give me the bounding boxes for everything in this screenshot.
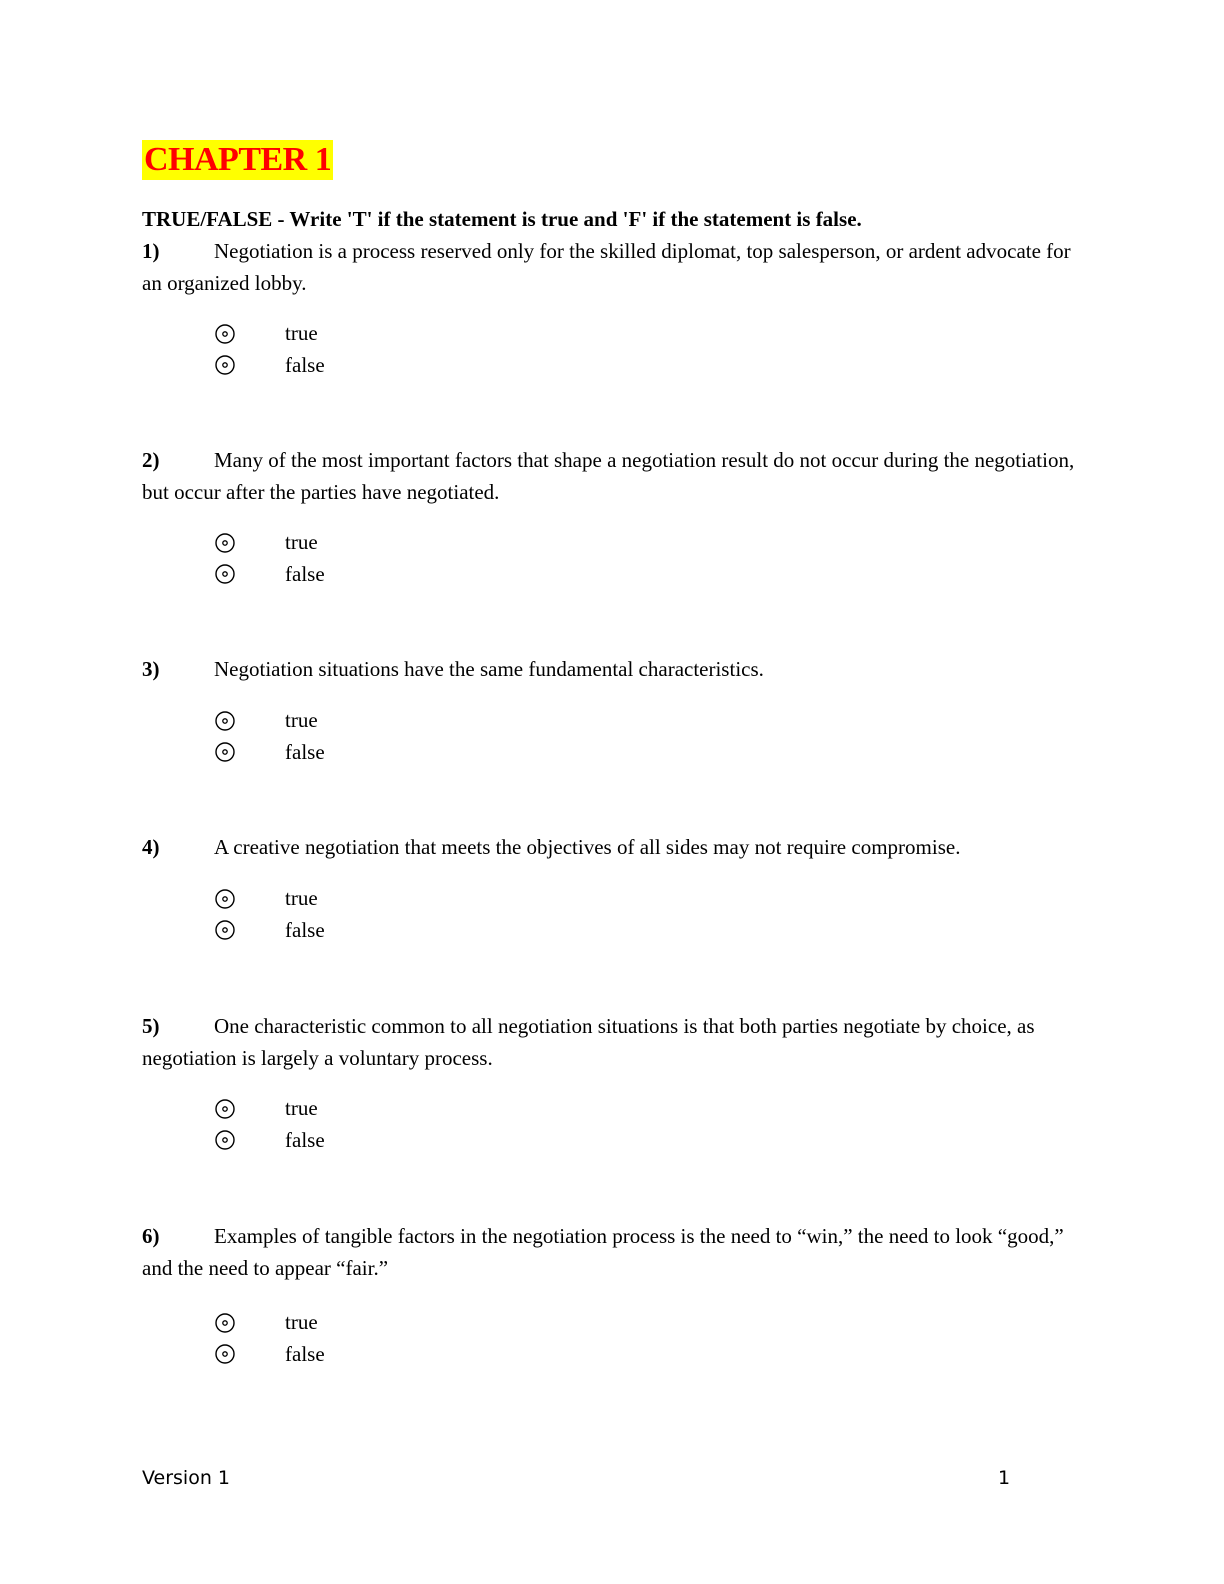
option-true[interactable]: [214, 527, 325, 559]
question-number: 2): [142, 448, 160, 472]
options-1: [214, 318, 325, 381]
option-false[interactable]: [214, 1339, 325, 1371]
option-true[interactable]: [214, 705, 325, 737]
option-true[interactable]: [214, 1307, 325, 1339]
option-false[interactable]: [214, 559, 325, 591]
radio-icon[interactable]: [214, 888, 236, 910]
page-number: 1: [998, 1467, 1011, 1489]
instructions: TRUE/FALSE - Write 'T' if the statement is true and 'F' if the statement is false.: [142, 207, 862, 231]
radio-icon[interactable]: [214, 532, 236, 554]
options-4: [214, 883, 325, 946]
option-label: true: [285, 530, 318, 555]
option-true[interactable]: [214, 883, 325, 915]
option-true[interactable]: [214, 1093, 325, 1125]
radio-icon[interactable]: [214, 710, 236, 732]
option-label: false: [285, 561, 325, 586]
option-label: false: [285, 352, 325, 377]
question-number: 3): [142, 657, 160, 681]
radio-icon[interactable]: [214, 563, 236, 585]
chapter-title: CHAPTER 1: [144, 141, 332, 178]
radio-icon[interactable]: [214, 1129, 236, 1151]
options-5: [214, 1093, 325, 1156]
question-number: 4): [142, 835, 160, 859]
question-text: One characteristic common to all negotiation situations is that both parties negotiate by choice, as negotiation is largely a voluntary process.: [142, 1014, 1035, 1070]
radio-icon[interactable]: [214, 354, 236, 376]
option-label: false: [285, 739, 325, 764]
radio-icon[interactable]: [214, 919, 236, 941]
question-4: [142, 831, 1077, 863]
options-6: [214, 1307, 325, 1370]
question-5: [142, 1010, 1077, 1074]
option-label: true: [285, 321, 318, 346]
question-3: [142, 653, 1077, 685]
option-label: false: [285, 917, 325, 942]
option-false[interactable]: [214, 915, 325, 947]
option-false[interactable]: [214, 1125, 325, 1157]
footer-version: Version 1: [142, 1467, 230, 1489]
option-false[interactable]: [214, 350, 325, 382]
option-label: true: [285, 1096, 318, 1121]
options-2: [214, 527, 325, 590]
question-1: [142, 235, 1077, 299]
question-number: 6): [142, 1224, 160, 1248]
option-label: true: [285, 708, 318, 733]
question-2: [142, 444, 1077, 508]
radio-icon[interactable]: [214, 741, 236, 763]
options-3: [214, 705, 325, 768]
question-text: Negotiation is a process reserved only for the skilled diplomat, top salesperson, or ardent advocate for an organized lobby.: [142, 239, 1071, 295]
radio-icon[interactable]: [214, 1343, 236, 1365]
radio-icon[interactable]: [214, 1098, 236, 1120]
option-label: true: [285, 1310, 318, 1335]
question-text: Many of the most important factors that shape a negotiation result do not occur during the negotiation, but occur after the parties have negotiated.: [142, 448, 1075, 504]
question-text: Examples of tangible factors in the negotiation process is the need to “win,” the need to look “good,” and the need to appear “fair.”: [142, 1224, 1064, 1280]
option-label: false: [285, 1127, 325, 1152]
option-false[interactable]: [214, 737, 325, 769]
radio-icon[interactable]: [214, 1312, 236, 1334]
question-6: [142, 1220, 1077, 1284]
option-label: false: [285, 1341, 325, 1366]
option-true[interactable]: [214, 318, 325, 350]
question-text: Negotiation situations have the same fundamental characteristics.: [214, 657, 764, 681]
question-number: 1): [142, 239, 160, 263]
question-text: A creative negotiation that meets the objectives of all sides may not require compromise.: [214, 835, 961, 859]
radio-icon[interactable]: [214, 323, 236, 345]
option-label: true: [285, 886, 318, 911]
question-number: 5): [142, 1014, 160, 1038]
